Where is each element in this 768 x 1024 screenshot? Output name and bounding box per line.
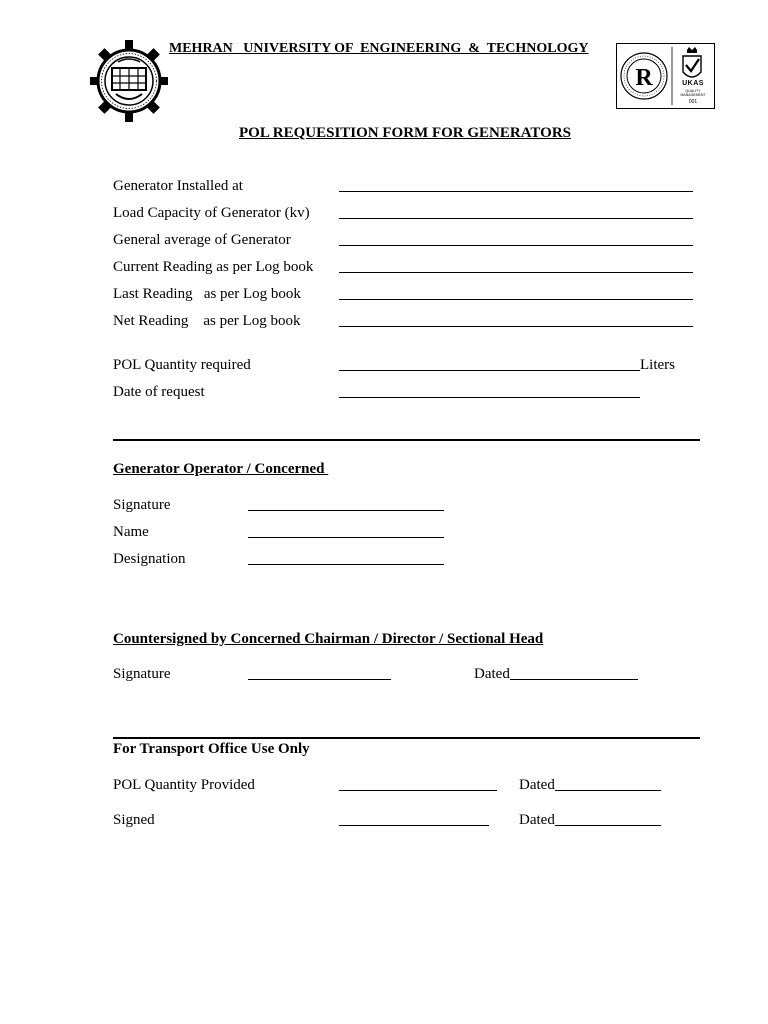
operator-name-field[interactable] xyxy=(248,523,444,538)
field-label-net-reading: Net Reading as per Log book xyxy=(113,313,301,329)
operator-section-title: Generator Operator / Concerned xyxy=(113,461,329,477)
current-reading-field[interactable] xyxy=(339,258,693,273)
signed-label: Signed xyxy=(113,812,155,828)
svg-text:R: R xyxy=(635,65,653,91)
ukas-label: UKAS xyxy=(682,80,704,87)
field-label-last-reading: Last Reading as per Log book xyxy=(113,286,301,302)
countersign-section-title: Countersigned by Concerned Chairman / Director / Sectional Head xyxy=(113,631,544,647)
general-average-field[interactable] xyxy=(339,231,693,246)
field-label-installed-at: Generator Installed at xyxy=(113,178,243,194)
form-title: POL REQUESITION FORM FOR GENERATORS xyxy=(239,125,571,141)
operator-signature-label: Signature xyxy=(113,497,171,513)
certification-logo xyxy=(616,43,715,109)
countersign-signature-field[interactable] xyxy=(248,665,391,680)
date-of-request-label: Date of request xyxy=(113,384,205,400)
pol-quantity-field[interactable] xyxy=(339,356,640,371)
pol-provided-dated-field[interactable] xyxy=(555,776,661,791)
signed-dated-field[interactable] xyxy=(555,811,661,826)
signed-dated-label: Dated xyxy=(519,812,555,828)
liters-unit: Liters xyxy=(640,357,675,373)
countersign-signature-label: Signature xyxy=(113,666,171,682)
operator-designation-label: Designation xyxy=(113,551,186,567)
university-name: MEHRAN UNIVERSITY OF ENGINEERING & TECHNOLOGY xyxy=(169,41,589,56)
field-label-general-average: General average of Generator xyxy=(113,232,291,248)
countersign-dated-field[interactable] xyxy=(510,665,638,680)
last-reading-field[interactable] xyxy=(339,285,693,300)
date-of-request-field[interactable] xyxy=(339,383,640,398)
quality-management-label: QUALITY MANAGEMENT xyxy=(680,89,706,97)
university-logo xyxy=(88,38,170,124)
section-divider xyxy=(113,737,700,739)
operator-designation-field[interactable] xyxy=(248,550,444,565)
load-capacity-field[interactable] xyxy=(339,204,693,219)
signed-field[interactable] xyxy=(339,811,489,826)
section-divider xyxy=(113,439,700,441)
pol-provided-label: POL Quantity Provided xyxy=(113,777,255,793)
countersign-dated-label: Dated xyxy=(474,666,510,682)
pol-provided-dated-label: Dated xyxy=(519,777,555,793)
transport-section-title: For Transport Office Use Only xyxy=(113,741,310,757)
field-label-load-capacity: Load Capacity of Generator (kv) xyxy=(113,205,310,221)
pol-quantity-label: POL Quantity required xyxy=(113,357,251,373)
net-reading-field[interactable] xyxy=(339,312,693,327)
field-label-current-reading: Current Reading as per Log book xyxy=(113,259,314,275)
operator-name-label: Name xyxy=(113,524,149,540)
certificate-number: 001 xyxy=(688,99,698,105)
pol-provided-field[interactable] xyxy=(339,776,497,791)
installed-at-field[interactable] xyxy=(339,177,693,192)
operator-signature-field[interactable] xyxy=(248,496,444,511)
